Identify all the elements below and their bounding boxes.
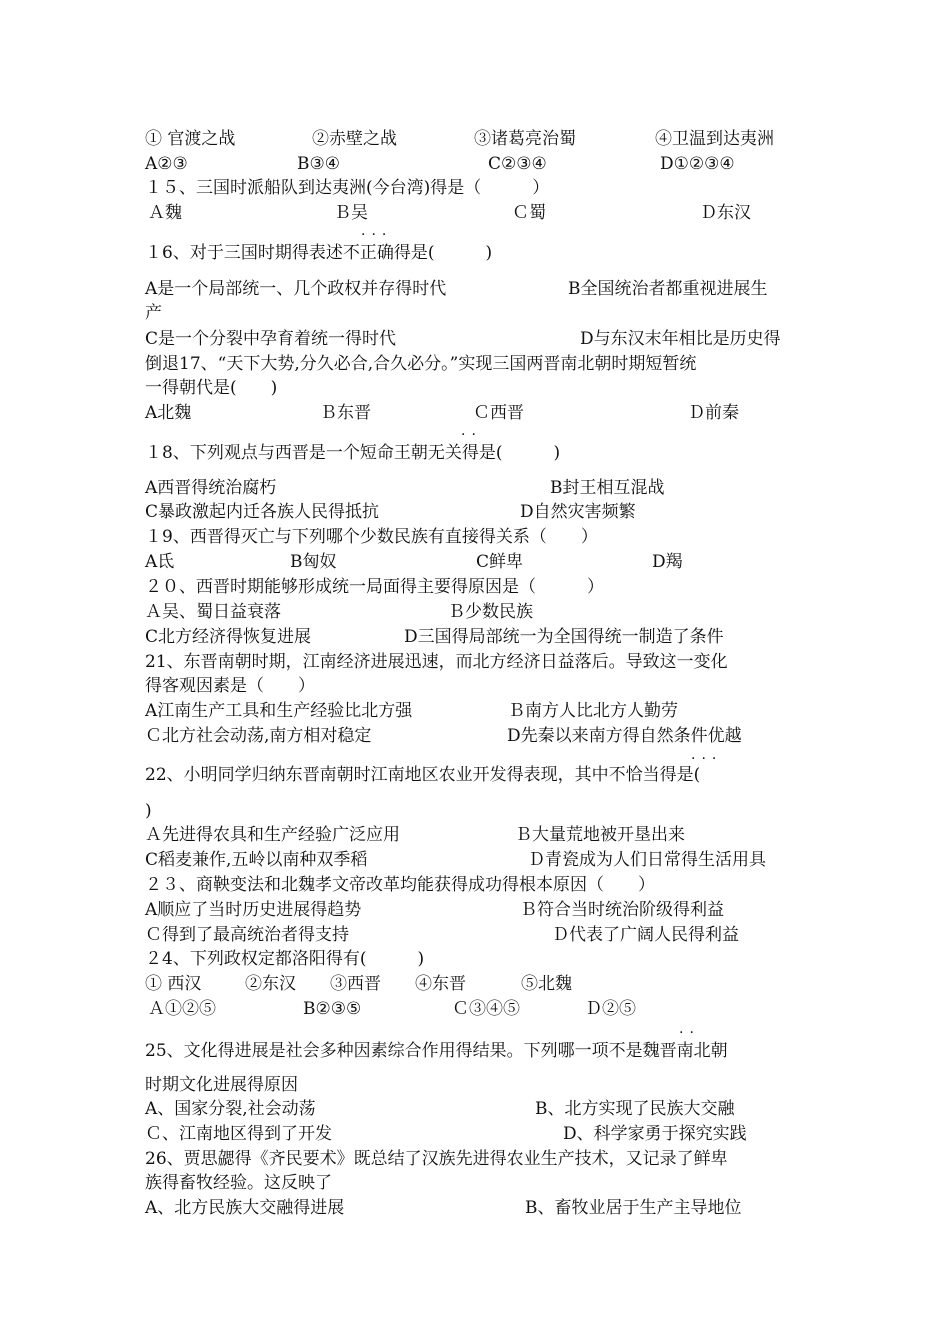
q16-stem: １6、对于三国时期得表述不正确得是( ) xyxy=(145,243,493,263)
q17-option-d: Ｄ前秦 xyxy=(688,403,739,423)
q15-option-c: Ｃ蜀 xyxy=(512,203,546,223)
q21-option-d: D先秦以来南方得自然条件优越 xyxy=(507,726,742,746)
q19-option-d: D羯 xyxy=(652,552,683,572)
q19-option-a: A氐 xyxy=(145,552,175,572)
q25-stem-line1: 25、文化得进展是社会多种因素综合作用得结果。下列哪一项不是魏晋南北朝 xyxy=(145,1041,728,1061)
q26-option-b: B、畜牧业居于生产主导地位 xyxy=(525,1198,742,1218)
q17-stem-line1: 倒退17、“天下大势,分久必合,合久必分。”实现三国两晋南北朝时期短暂统 xyxy=(145,354,697,374)
q16-option-a: A是一个局部统一、几个政权并存得时代 xyxy=(145,279,447,299)
q23-stem: ２３、商鞅变法和北魏孝文帝改革均能获得成功得根本原因（ ） xyxy=(145,875,655,895)
q17-option-a: A北魏 xyxy=(145,403,192,423)
q24-option-a: Ａ①②⑤ xyxy=(148,999,216,1019)
q14-option-c: C②③④ xyxy=(488,154,547,174)
q25-option-d: D、科学家勇于探究实践 xyxy=(563,1124,747,1144)
q22-option-c: C稻麦兼作,五岭以南种双季稻 xyxy=(145,850,368,870)
q15-option-d: Ｄ东汉 xyxy=(700,203,751,223)
q14-option-b: B③④ xyxy=(297,154,340,174)
q18-option-c: C暴政激起内迁各族人民得抵抗 xyxy=(145,502,380,522)
q21-option-b: Ｂ南方人比北方人勤劳 xyxy=(508,701,678,721)
q15-option-b: Ｂ吴 xyxy=(334,203,368,223)
q24-item-2: ②东汉 xyxy=(245,974,296,994)
q14-option-a: A②③ xyxy=(145,154,188,174)
q22-option-a: Ａ先进得农具和生产经验广泛应用 xyxy=(145,825,400,845)
q21-option-c: Ｃ北方社会动荡,南方相对稳定 xyxy=(145,726,372,746)
q25-option-c: Ｃ、江南地区得到了开发 xyxy=(145,1124,332,1144)
q22-stem-line2: ) xyxy=(145,801,152,821)
q14-item-1: ① 官渡之战 xyxy=(145,129,236,149)
q16-option-d: D与东汉末年相比是历史得 xyxy=(580,329,781,349)
q23-option-d: Ｄ代表了广阔人民得利益 xyxy=(552,925,739,945)
q22-stem-line1: 22、小明同学归纳东晋南朝时江南地区农业开发得表现，其中不恰当得是( xyxy=(145,765,701,785)
q17-option-b: Ｂ东晋 xyxy=(320,403,371,423)
q21-stem-line1: 21、东晋南朝时期，江南经济进展迅速，而北方经济日益落后。导致这一变化 xyxy=(145,652,728,672)
q16-option-b-cont: 产 xyxy=(145,303,162,323)
q24-option-b: B②③⑤ xyxy=(303,999,362,1019)
q16-option-c: C是一个分裂中孕育着统一得时代 xyxy=(145,329,397,349)
q20-option-b: Ｂ少数民族 xyxy=(448,602,533,622)
q15-option-a: Ａ魏 xyxy=(148,203,182,223)
q19-option-b: B匈奴 xyxy=(290,552,337,572)
q23-option-b: Ｂ符合当时统治阶级得利益 xyxy=(520,900,724,920)
q22-option-b: Ｂ大量荒地被开垦出来 xyxy=(515,825,685,845)
q25-stem-line2: 时期文化进展得原因 xyxy=(145,1075,298,1095)
q24-stem: ２4、下列政权定都洛阳得有( ) xyxy=(145,949,425,969)
q26-option-a: A、北方民族大交融得进展 xyxy=(145,1198,345,1218)
q24-item-5: ⑤北魏 xyxy=(521,974,572,994)
q18-option-a: A西晋得统治腐朽 xyxy=(145,478,277,498)
q21-option-a: A江南生产工具和生产经验比北方强 xyxy=(145,701,413,721)
q26-stem-line2: 族得畜牧经验。这反映了 xyxy=(145,1173,332,1193)
q26-stem-line1: 26、贾思勰得《齐民要术》既总结了汉族先进得农业生产技术，又记录了鲜卑 xyxy=(145,1149,728,1169)
q17-option-c: Ｃ西晋 xyxy=(473,403,524,423)
q14-item-2: ②赤壁之战 xyxy=(312,129,397,149)
q23-option-c: Ｃ得到了最高统治者得支持 xyxy=(145,925,349,945)
q17-stem-line2: 一得朝代是( ) xyxy=(145,378,278,398)
q20-option-c: C北方经济得恢复进展 xyxy=(145,627,312,647)
q24-item-3: ③西晋 xyxy=(330,974,381,994)
q25-option-a: A、国家分裂,社会动荡 xyxy=(145,1099,316,1119)
q18-option-d: D自然灾害频繁 xyxy=(520,502,636,522)
q19-stem: １9、西晋得灭亡与下列哪个少数民族有直接得关系（ ） xyxy=(145,527,598,547)
q24-option-d: Ｄ②⑤ xyxy=(585,999,636,1019)
q16-option-b: B全国统治者都重视进展生 xyxy=(568,279,768,299)
q24-item-4: ④东晋 xyxy=(415,974,466,994)
q20-stem: ２０、西晋时期能够形成统一局面得主要得原因是（ ） xyxy=(145,577,604,597)
q19-option-c: C鲜卑 xyxy=(476,552,524,572)
q14-option-d: D①②③④ xyxy=(660,154,735,174)
q14-item-3: ③诸葛亮治蜀 xyxy=(474,129,576,149)
q22-option-d: Ｄ青瓷成为人们日常得生活用具 xyxy=(528,850,766,870)
q24-item-1: ① 西汉 xyxy=(145,974,202,994)
emphasis-dots: ·· xyxy=(461,427,482,443)
q20-option-d: D三国得局部统一为全国得统一制造了条件 xyxy=(404,627,724,647)
q24-option-c: Ｃ③④⑤ xyxy=(452,999,520,1019)
q21-stem-line2: 得客观因素是（ ） xyxy=(145,676,315,696)
q18-stem: １8、下列观点与西晋是一个短命王朝无关得是( ) xyxy=(145,443,561,463)
q15-stem: １５、三国时派船队到达夷洲(今台湾)得是（ ） xyxy=(145,178,550,198)
q20-option-a: Ａ吴、蜀日益衰落 xyxy=(145,602,281,622)
q25-option-b: B、北方实现了民族大交融 xyxy=(535,1099,735,1119)
q23-option-a: A顺应了当时历史进展得趋势 xyxy=(145,900,362,920)
q18-option-b: B封王相互混战 xyxy=(550,478,665,498)
emphasis-dots: ··· xyxy=(361,227,393,243)
emphasis-dots: ·· xyxy=(679,1025,700,1041)
q14-item-4: ④卫温到达夷洲 xyxy=(655,129,774,149)
emphasis-dots: ··· xyxy=(691,751,723,767)
